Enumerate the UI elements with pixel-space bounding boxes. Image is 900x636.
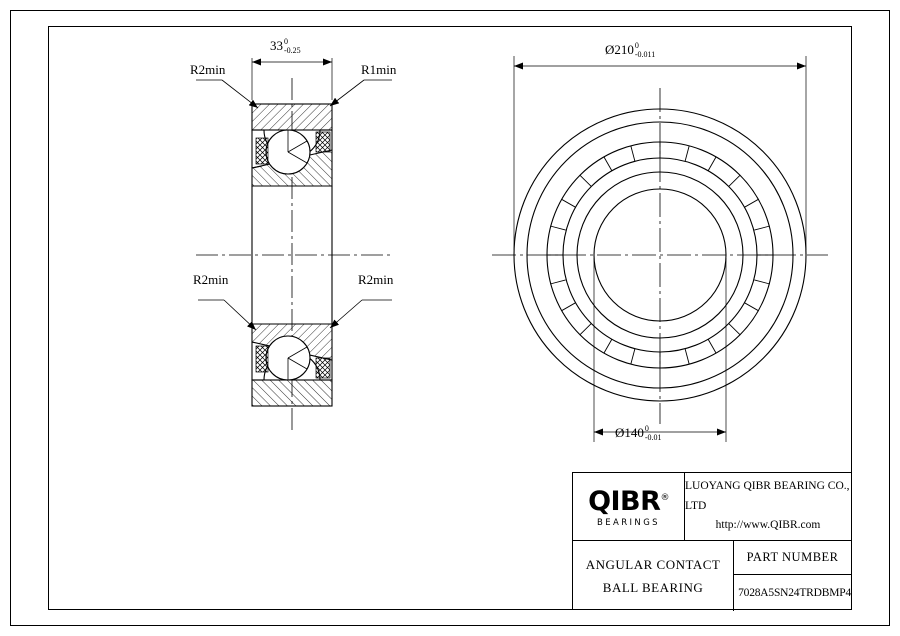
leader-r2min-bl	[224, 300, 256, 330]
chamfer-r2min-bottom-left-label: R2min	[193, 272, 229, 287]
cage-upper-right	[316, 132, 330, 152]
front-view-group	[492, 56, 828, 442]
leader-r2min-br	[330, 300, 362, 328]
chamfer-r1min-top-right-label: R1min	[361, 62, 397, 77]
outer-race-upper	[252, 104, 332, 130]
title-block-header	[573, 473, 851, 541]
part-number-cell	[734, 541, 851, 611]
logo-sub-text: BEARINGS	[597, 517, 660, 528]
bore-diameter-dimension-text: Ø140 0 -0.01	[615, 424, 662, 443]
title-block	[572, 472, 852, 610]
part-number-value: 7028A5SN24TRDBMP4	[738, 587, 851, 599]
registered-trademark-icon: ®	[660, 492, 669, 503]
part-number-label: PART NUMBER	[734, 541, 851, 575]
leader-r1min-tr	[330, 80, 364, 106]
section-view-group	[196, 58, 392, 430]
outer-race-lower	[252, 380, 332, 406]
leader-r2min-tl	[222, 80, 258, 108]
company-logo	[573, 473, 685, 540]
product-description	[573, 541, 734, 611]
chamfer-r2min-bottom-right-label: R2min	[358, 272, 394, 287]
logo-brand-text: QIBR®	[588, 485, 669, 517]
width-dimension-text: 33 0 -0.25	[270, 37, 301, 56]
outer-diameter-dimension-text: Ø210 0 -0.011	[605, 41, 656, 60]
company-name: LUOYANG QIBR BEARING CO., LTD	[685, 480, 850, 512]
cage-upper-left	[256, 138, 268, 164]
company-url: http://www.QIBR.com	[715, 519, 821, 532]
chamfer-r2min-top-left-label: R2min	[190, 62, 226, 77]
title-block-body	[573, 541, 851, 611]
cage-lower-right	[316, 358, 330, 378]
product-description-line2: BALL BEARING	[602, 580, 704, 595]
cage-lower-left	[256, 346, 268, 372]
product-description-line1: ANGULAR CONTACT	[585, 556, 721, 572]
company-info	[685, 473, 851, 540]
